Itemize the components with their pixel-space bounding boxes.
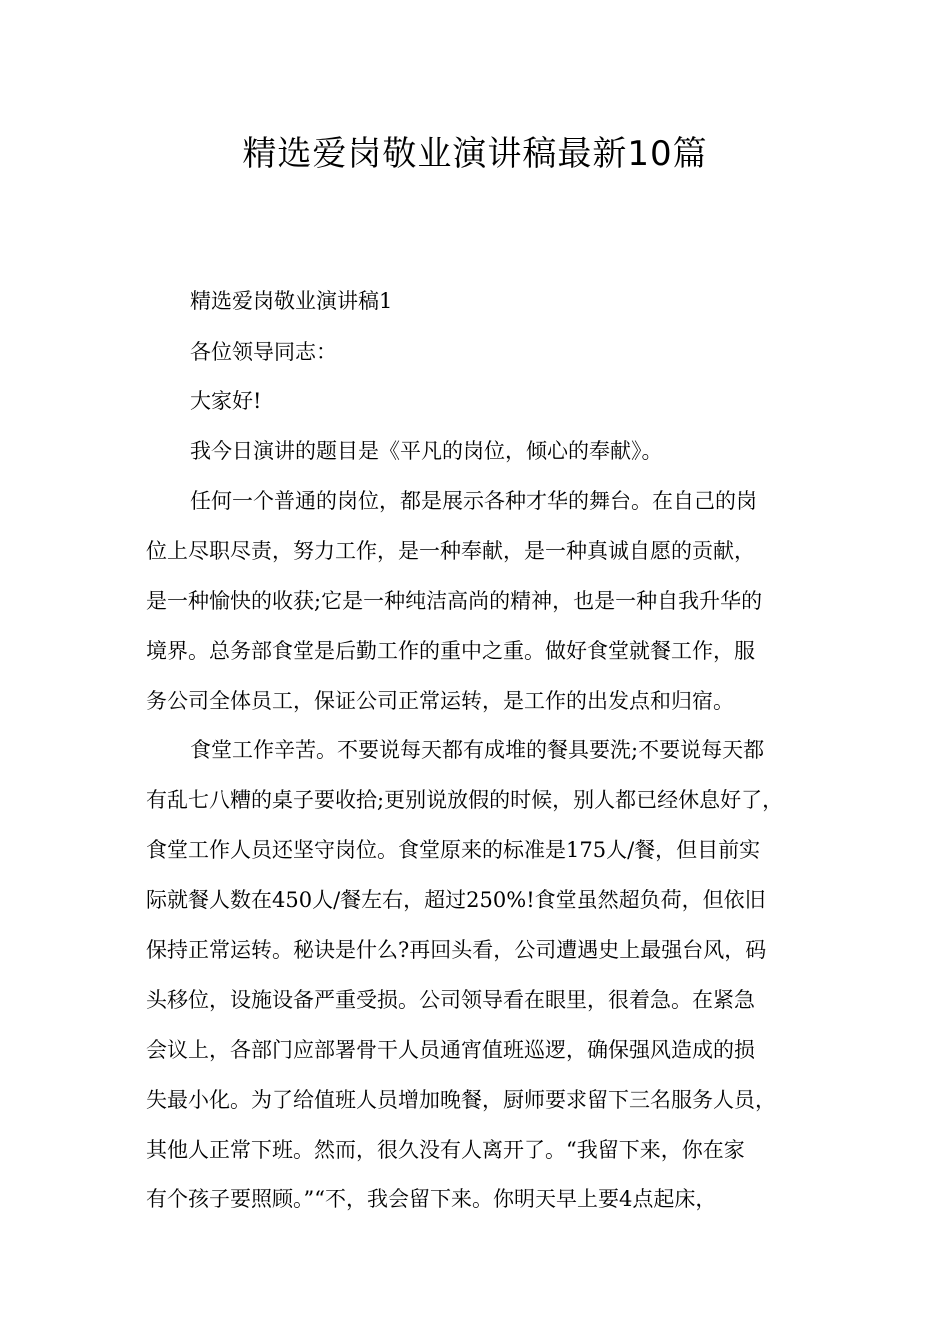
document-title: 精选爱岗敬业演讲稿最新10篇 [242,134,708,174]
section-heading: 精选爱岗敬业演讲稿1 [190,289,393,313]
paragraph-line: 有乱七八糟的桌子要收拾;更别说放假的时候，别人都已经休息好了， [146,788,784,812]
paragraph-line: 境界。总务部食堂是后勤工作的重中之重。做好食堂就餐工作，服 [146,639,755,663]
paragraph-line: 任何一个普通的岗位，都是展示各种才华的舞台。在自己的岗 [190,489,757,513]
paragraph-line: 会议上，各部门应部署骨干人员通宵值班巡逻，确保强风造成的损 [146,1038,755,1062]
paragraph-line: 保持正常运转。秘诀是什么?再回头看，公司遭遇史上最强台风，码 [146,938,767,962]
paragraph-line: 位上尽职尽责，努力工作，是一种奉献，是一种真诚自愿的贡献， [146,539,755,563]
paragraph-line: 务公司全体员工，保证公司正常运转，是工作的出发点和归宿。 [146,689,734,713]
salutation: 各位领导同志： [190,340,337,364]
paragraph-line: 是一种愉快的收获;它是一种纯洁高尚的精神，也是一种自我升华的 [146,589,763,613]
paragraph-line: 我今日演讲的题目是《平凡的岗位，倾心的奉献》。 [190,439,663,463]
greeting: 大家好! [190,389,262,413]
paragraph-line: 食堂工作辛苦。不要说每天都有成堆的餐具要洗;不要说每天都 [190,738,765,762]
paragraph-line: 头移位，设施设备严重受损。公司领导看在眼里，很着急。在紧急 [146,988,755,1012]
paragraph-line: 有个孩子要照顾。”“不，我会留下来。你明天早上要4点起床， [146,1187,717,1211]
paragraph-line: 失最小化。为了给值班人员增加晚餐，厨师要求留下三名服务人员， [146,1088,776,1112]
paragraph-line: 食堂工作人员还坚守岗位。食堂原来的标准是175人/餐，但目前实 [146,838,761,862]
paragraph-line: 其他人正常下班。然而，很久没有人离开了。“我留下来，你在家 [146,1138,745,1162]
paragraph-line: 际就餐人数在450人/餐左右，超过250%!食堂虽然超负荷，但依旧 [146,888,766,912]
